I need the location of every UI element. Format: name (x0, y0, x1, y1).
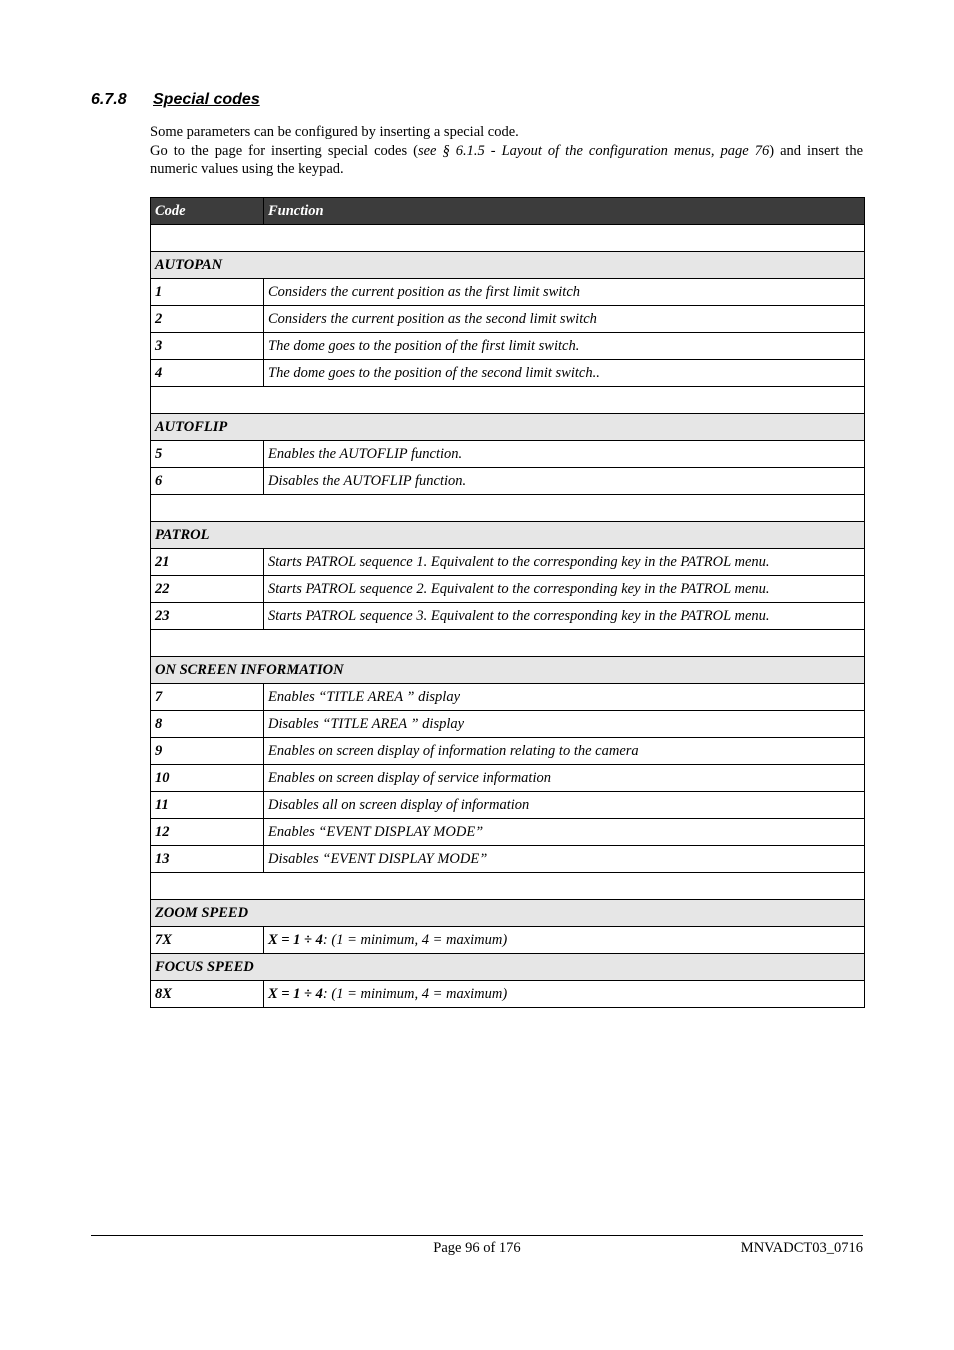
spacer-row (151, 873, 865, 900)
table-row (151, 549, 865, 576)
code-cell: 12 (151, 819, 264, 846)
section-title: Special codes (153, 91, 260, 108)
function-cell: Starts PATROL sequence 1. Equivalent to the corresponding key in the PATROL menu. (264, 549, 865, 576)
spacer-row (151, 630, 865, 657)
intro-text-part: Go to the page for inserting special codes ( (150, 142, 418, 159)
group-row-autopan (151, 252, 865, 279)
code-cell: 8X (151, 981, 264, 1008)
table-header-row (151, 198, 865, 225)
range-note: : (1 = minimum, 4 = maximum) (322, 931, 508, 948)
table-row (151, 603, 865, 630)
code-cell: 7X (151, 927, 264, 954)
table-row (151, 819, 865, 846)
group-label: ZOOM SPEED (151, 900, 865, 927)
code-cell: 4 (151, 360, 264, 387)
code-cell: 8 (151, 711, 264, 738)
code-cell: 3 (151, 333, 264, 360)
function-cell (264, 981, 865, 1008)
table-row (151, 711, 865, 738)
special-codes-table (150, 197, 865, 1008)
function-cell: Enables “EVENT DISPLAY MODE” (264, 819, 865, 846)
function-cell (264, 927, 865, 954)
table-row (151, 576, 865, 603)
spacer-row (151, 225, 865, 252)
group-row-zoom-speed (151, 900, 865, 927)
spacer-row (151, 387, 865, 414)
range-note: : (1 = minimum, 4 = maximum) (322, 985, 508, 1002)
intro-line-2 (150, 142, 863, 179)
code-cell: 11 (151, 792, 264, 819)
code-cell: 2 (151, 306, 264, 333)
page-number: Page 96 of 176 (433, 1240, 521, 1256)
table-row (151, 765, 865, 792)
table-row (151, 279, 865, 306)
code-cell: 23 (151, 603, 264, 630)
group-label: FOCUS SPEED (151, 954, 865, 981)
function-cell: The dome goes to the position of the first limit switch. (264, 333, 865, 360)
code-cell: 13 (151, 846, 264, 873)
intro-text-part: ) and insert the numeric values using the keypad. (150, 142, 863, 177)
table-row (151, 927, 865, 954)
group-label: AUTOPAN (151, 252, 865, 279)
function-cell: Considers the current position as the first limit switch (264, 279, 865, 306)
column-header-code: Code (151, 198, 264, 225)
group-label: ON SCREEN INFORMATION (151, 657, 865, 684)
code-cell: 7 (151, 684, 264, 711)
code-cell: 6 (151, 468, 264, 495)
code-cell: 22 (151, 576, 264, 603)
table-row (151, 792, 865, 819)
table-row (151, 738, 865, 765)
intro-text (150, 123, 863, 179)
cross-reference: see § 6.1.5 - Layout of the configuration menus, page 76 (417, 142, 770, 159)
function-cell: Starts PATROL sequence 2. Equivalent to the corresponding key in the PATROL menu. (264, 576, 865, 603)
table-row (151, 441, 865, 468)
code-cell: 5 (151, 441, 264, 468)
intro-line-1: Some parameters can be configured by inserting a special code. (150, 124, 519, 140)
function-cell: Enables on screen display of information relating to the camera (264, 738, 865, 765)
function-cell: Disables “TITLE AREA ” display (264, 711, 865, 738)
range-expression: X = 1 ÷ 4 (268, 931, 323, 948)
table-row (151, 333, 865, 360)
code-cell: 21 (151, 549, 264, 576)
table-row (151, 468, 865, 495)
function-cell: Enables on screen display of service information (264, 765, 865, 792)
table-row (151, 684, 865, 711)
table-row (151, 846, 865, 873)
section-number: 6.7.8 (91, 91, 127, 108)
group-label: AUTOFLIP (151, 414, 865, 441)
function-cell: Disables the AUTOFLIP function. (264, 468, 865, 495)
range-expression: X = 1 ÷ 4 (268, 985, 323, 1002)
spacer-row (151, 495, 865, 522)
section-heading (91, 91, 260, 109)
group-row-autoflip (151, 414, 865, 441)
function-cell: Starts PATROL sequence 3. Equivalent to the corresponding key in the PATROL menu. (264, 603, 865, 630)
group-row-on-screen-information (151, 657, 865, 684)
code-cell: 10 (151, 765, 264, 792)
code-cell: 9 (151, 738, 264, 765)
footer-divider (91, 1235, 863, 1236)
function-cell: Considers the current position as the second limit switch (264, 306, 865, 333)
group-row-focus-speed (151, 954, 865, 981)
document-id: MNVADCT03_0716 (740, 1240, 863, 1256)
function-cell: Enables “TITLE AREA ” display (264, 684, 865, 711)
function-cell: The dome goes to the position of the second limit switch.. (264, 360, 865, 387)
function-cell: Disables “EVENT DISPLAY MODE” (264, 846, 865, 873)
table-row (151, 981, 865, 1008)
table-row (151, 360, 865, 387)
column-header-function: Function (264, 198, 865, 225)
table-row (151, 306, 865, 333)
group-label: PATROL (151, 522, 865, 549)
group-row-patrol (151, 522, 865, 549)
function-cell: Disables all on screen display of information (264, 792, 865, 819)
code-cell: 1 (151, 279, 264, 306)
function-cell: Enables the AUTOFLIP function. (264, 441, 865, 468)
